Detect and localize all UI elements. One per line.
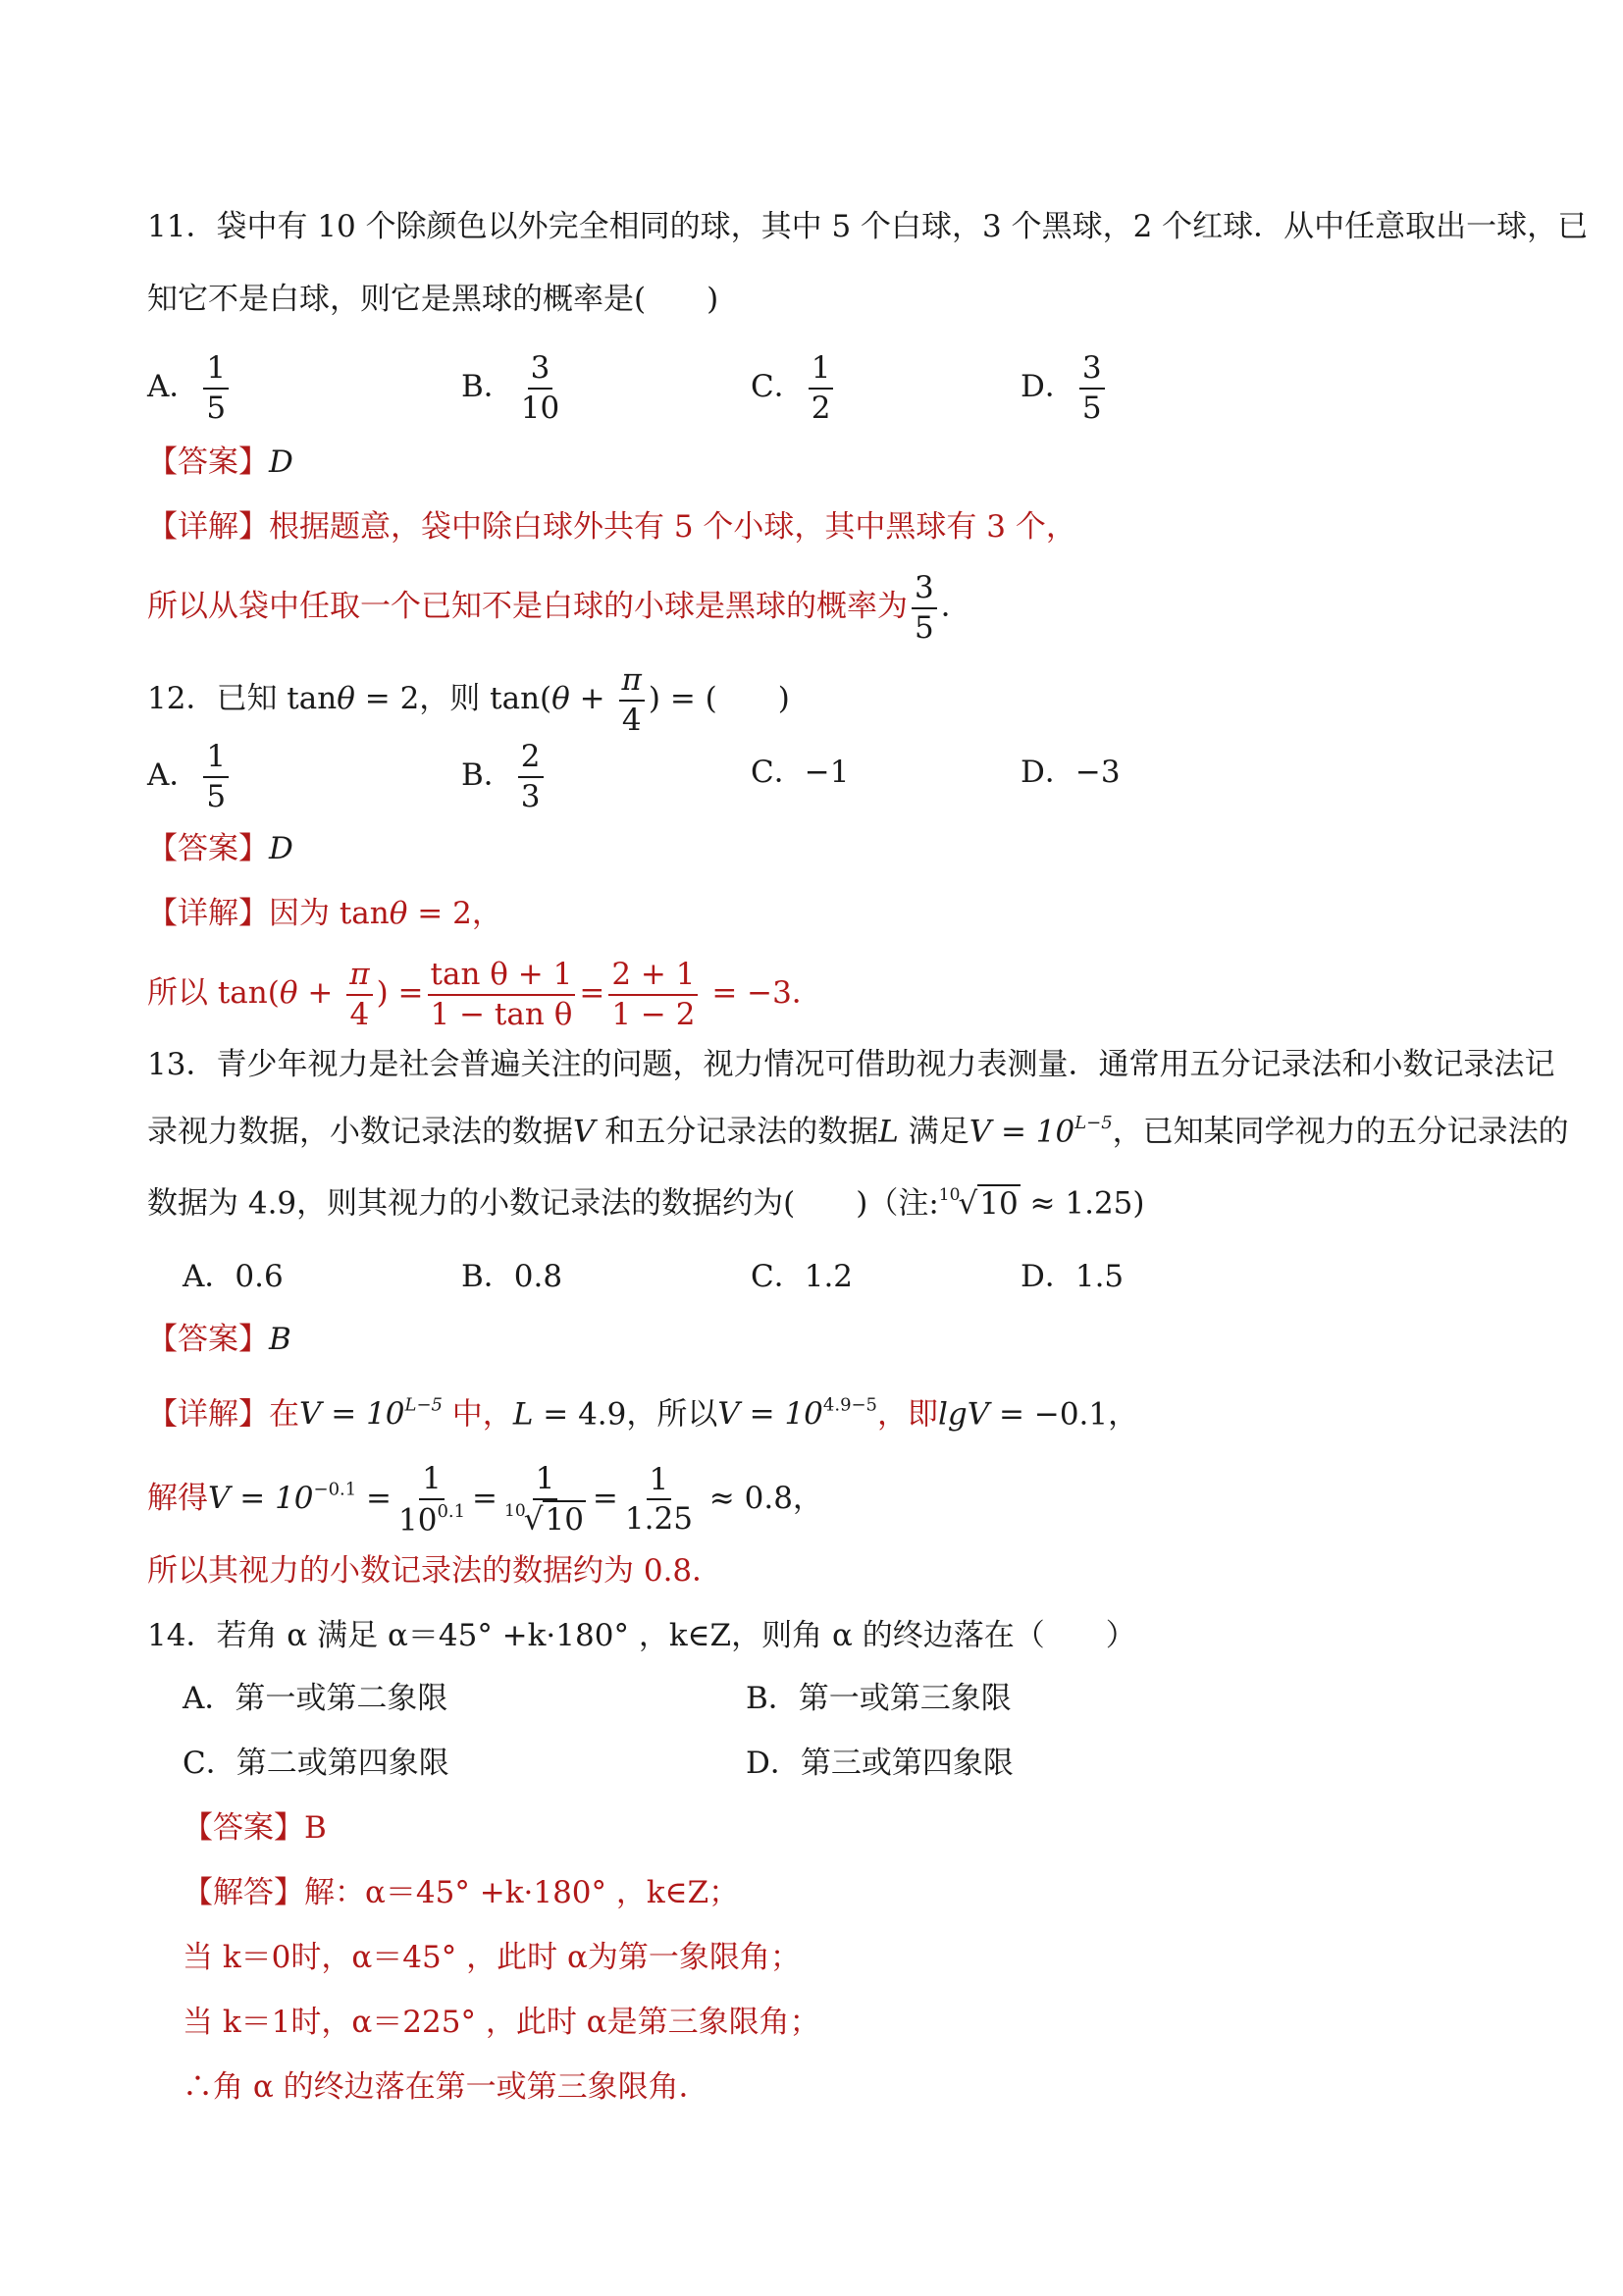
q14-solution-line4: ∴角 α 的终边落在第一或第三象限角． (183, 2069, 709, 2105)
q11-stem-line2: 知它不是白球，则它是黑球的概率是( ) (147, 282, 719, 317)
q12-detail-line2: 所以 tan(θ + $\frac{\pi}{4}$ ) = $\frac{\text{tan θ + 1}}{\text{1 − tan θ}}$ = $\frac{2 + 1}{1 - 2}$ = −3． (147, 957, 822, 1032)
q14-stem: 14．若角 α 满足 α＝45° +k·180° ，k∈Z，则角 α 的终边落在（ ） (147, 1618, 1136, 1653)
q14-option-a: A．第一或第二象限 (183, 1681, 448, 1716)
q11-option-d: D． $\frac{3}{5}$ (1021, 351, 1109, 425)
q11-option-b: B． $\frac{3}{10}$ (461, 350, 560, 426)
q12-option-c: C．−1 (751, 755, 850, 790)
q11-detail-line2: 所以从袋中任取一个已知不是白球的小球是黑球的概率为 $\frac{3}{5}$ ． (147, 570, 971, 646)
q13-answer: 【答案】B (147, 1322, 291, 1357)
q12-detail-line1: 【详解】因为 tanθ = 2， (147, 896, 502, 931)
q13-stem-line3: 数据为 4.9，则其视力的小数记录法的数据约为( )（注:$^{10}$√10 ≈ 1.25) (147, 1185, 1145, 1222)
q14-solution-line3: 当 k＝1时，α＝225° ，此时 α是第三象限角； (183, 2005, 820, 2040)
q13-stem-line1: 13．青少年视力是社会普遍关注的问题，视力情况可借助视力表测量．通常用五分记录法和小数记录法记 (147, 1047, 1555, 1082)
q13-option-c: C．1.2 (751, 1259, 854, 1294)
q14-answer: 【答案】B (183, 1810, 327, 1846)
q12-option-b: B． $\frac{2}{3}$ (461, 740, 548, 813)
answer-tag: 【答案】 (147, 444, 269, 480)
q14-solution-line1: 【解答】解：α＝45° +k·180° ，k∈Z； (183, 1875, 740, 1910)
detail-tag: 【详解】 (147, 509, 269, 545)
q12-option-d: D．−3 (1021, 755, 1121, 790)
q13-detail-line2: 解得$V = 10^{-0.1}$ = $\frac{1}{10^{0.1}}$ = $\frac{1}{^{10}√10}$ = $\frac{1}{1.25}$ ≈ 0.8， (147, 1461, 823, 1539)
q13-detail-line1: 【详解】在$V = 10^{L-5}$ 中，L = 4.9，所以$V = 10^{4.9-5}$，即lgV = −0.1， (147, 1395, 1139, 1433)
q14-option-b: B．第一或第三象限 (746, 1681, 1012, 1716)
q12-stem: 12．已知 tanθ = 2，则 tan(θ + $\frac{\pi}{4}$ ) = ( ) (147, 662, 790, 738)
q12-answer: 【答案】D (147, 831, 293, 866)
q13-option-a: A．0.6 (183, 1259, 284, 1294)
q12-option-a: A． $\frac{1}{5}$ (147, 740, 233, 813)
q11-answer (147, 444, 293, 480)
q13-detail-line3: 所以其视力的小数记录法的数据约为 0.8． (147, 1553, 723, 1589)
q11-stem-line1: 11．袋中有 10 个除颜色以外完全相同的球，其中 5 个白球，3 个黑球，2 个红球．从中任意取出一球，已 (147, 209, 1589, 244)
q14-option-d: D．第三或第四象限 (746, 1746, 1014, 1781)
q14-option-c: C．第二或第四象限 (183, 1746, 449, 1781)
q11-option-c: C． $\frac{1}{2}$ (751, 351, 837, 425)
q13-stem-line2: 录视力数据，小数记录法的数据V 和五分记录法的数据L 满足$V = 10^{L-5}$，已知某同学视力的五分记录法的 (147, 1113, 1569, 1150)
q13-option-b: B．0.8 (461, 1259, 563, 1294)
answer-value: D (269, 444, 293, 480)
q11-detail-line1: 【详解】根据题意，袋中除白球外共有 5 个小球，其中黑球有 3 个， (147, 509, 1076, 545)
q13-option-d: D．1.5 (1021, 1259, 1125, 1294)
q11-option-a: A． $\frac{1}{5}$ (147, 351, 233, 425)
q14-solution-line2: 当 k＝0时，α＝45° ，此时 α为第一象限角； (183, 1940, 801, 1975)
